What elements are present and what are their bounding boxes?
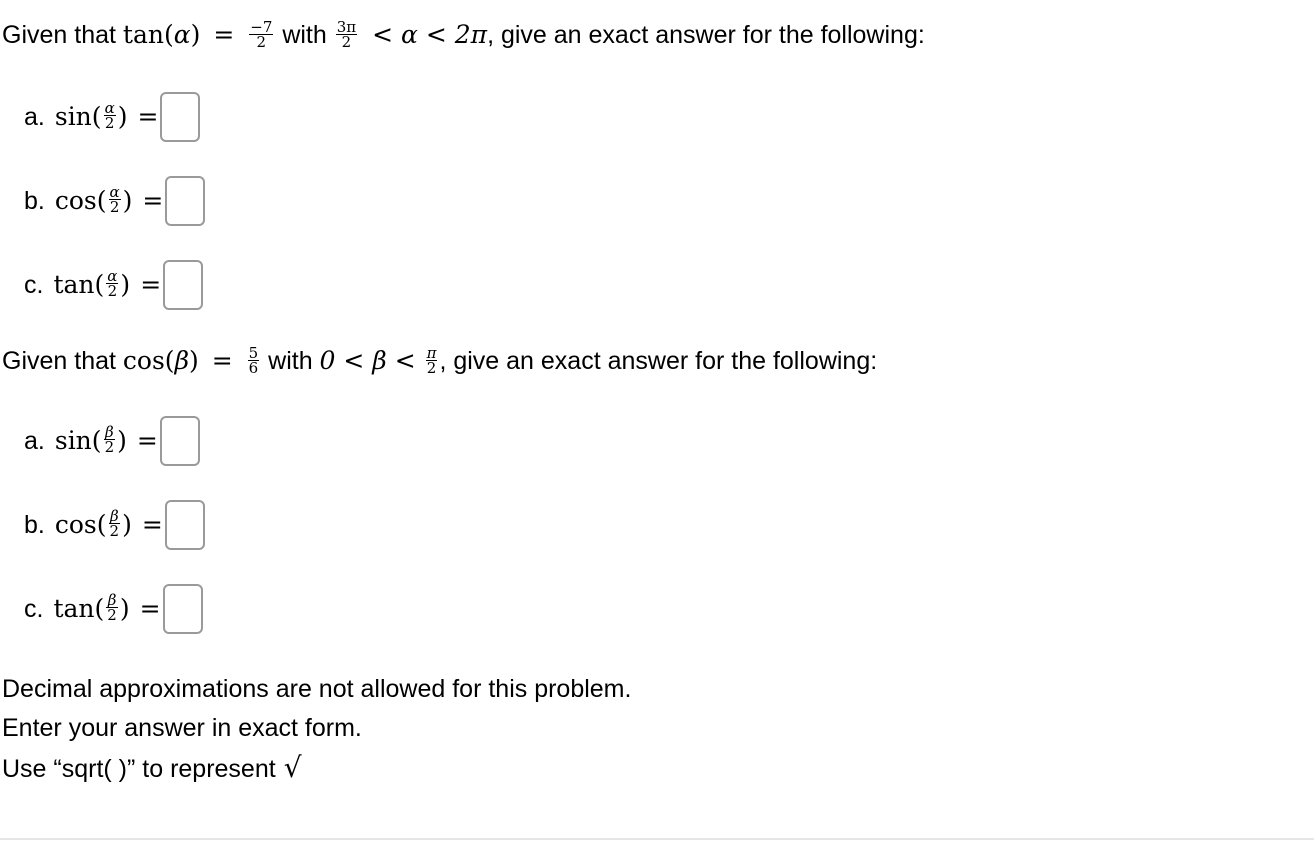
problem2-suffix: , give an exact answer for the following: — [439, 347, 878, 375]
problem1-value-fraction: $\frac{-7}{2}$ — [250, 17, 273, 51]
problem1-item-c: c. tan ( $\frac{\alpha}{2}$ ) = — [24, 260, 203, 310]
problem2-value-fraction: $\frac{5}{6}$ — [248, 343, 259, 377]
answer-box-1b[interactable] — [165, 176, 205, 226]
problem1-statement: Given that tan(α) = $\frac{-7}{2}$ with $\frac{3\pi}{2}$ < α < 2π, give an exact answer for the following: — [2, 17, 925, 51]
note-sqrt — [2, 753, 302, 784]
problem2-item-b: b. cos ( $\frac{\beta}{2}$ ) = — [24, 500, 205, 550]
answer-box-1a[interactable] — [160, 92, 200, 142]
problem2-prefix: Given that — [2, 347, 123, 375]
note-decimal: Decimal approximations are not allowed for this problem. — [2, 675, 632, 703]
answer-box-1c[interactable] — [163, 260, 203, 310]
bottom-divider — [0, 838, 1314, 840]
problem2-with: with — [268, 347, 320, 375]
problem1-range: < α < 2π — [372, 20, 488, 49]
problem2-item-c: c. tan ( $\frac{\beta}{2}$ ) = — [24, 584, 203, 634]
note-exact-form: Enter your answer in exact form. — [2, 714, 362, 742]
problem1-var: α — [173, 20, 191, 49]
problem2-item-a: a. sin ( $\frac{\beta}{2}$ ) = — [24, 416, 200, 466]
problem1-bound-fraction: $\frac{3\pi}{2}$ — [336, 17, 357, 51]
problem2-var: β — [174, 346, 190, 375]
note-sqrt-text: Use “sqrt( )” to represent — [2, 755, 276, 783]
sqrt-icon: √ — [283, 751, 302, 784]
problem2-func: cos — [122, 346, 165, 375]
problem1-with: with — [282, 21, 334, 49]
problem2-equals: = — [211, 346, 233, 375]
problem1-equals: = — [213, 20, 235, 49]
problem1-prefix: Given that — [2, 21, 123, 49]
problem2-range: 0 < β < — [319, 346, 424, 375]
problem1-item-a: a. sin ( $\frac{\alpha}{2}$ ) = — [24, 92, 200, 142]
answer-box-2a[interactable] — [160, 416, 200, 466]
problem1-func: tan — [122, 20, 164, 49]
problem1-suffix: , give an exact answer for the following: — [487, 21, 925, 49]
problem2-bound-fraction: $\frac{\pi}{2}$ — [426, 343, 437, 377]
problem2-statement: Given that cos(β) = $\frac{5}{6}$ with 0 < β < $\frac{\pi}{2}$ , give an exact answer for the following: — [2, 343, 878, 377]
answer-box-2c[interactable] — [163, 584, 203, 634]
answer-box-2b[interactable] — [165, 500, 205, 550]
problem1-item-b: b. cos ( $\frac{\alpha}{2}$ ) = — [24, 176, 205, 226]
